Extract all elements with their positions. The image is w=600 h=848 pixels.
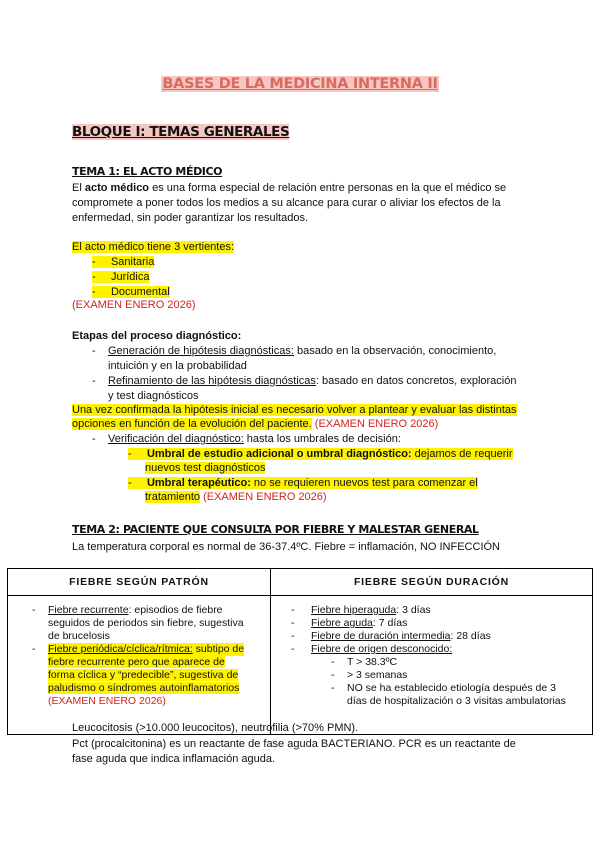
patron-recurrente-cont: de brucelosis bbox=[48, 630, 110, 642]
etapa-item-3: - Verificación del diagnóstico: hasta los umbrales de decisión: bbox=[92, 433, 401, 445]
vertiente-item: - Documental bbox=[92, 286, 170, 298]
fever-table bbox=[7, 568, 593, 735]
confirm-line-1: Una vez confirmada la hipótesis inicial es necesario volver a plantear y evaluar las distintas bbox=[72, 404, 517, 416]
vertiente-item: - Sanitaria bbox=[92, 256, 155, 268]
umbral-item-2: - Umbral terapéutico: no se requieren nuevos test para comenzar el bbox=[128, 477, 478, 489]
umbral-item-2-cont: tratamiento (EXAMEN ENERO 2026) bbox=[145, 491, 327, 503]
vertientes-intro: El acto médico tiene 3 vertientes: bbox=[72, 241, 235, 253]
duracion-intermedia: - Fiebre de duración intermedia: 28 días bbox=[291, 630, 491, 642]
tema2-heading: TEMA 2: PACIENTE QUE CONSULTA POR FIEBRE Y MALESTAR GENERAL bbox=[72, 523, 479, 536]
intro-line-2: compromete a poner todos los medios a su alcance para curar o aliviar los efectos de la bbox=[72, 197, 501, 209]
patron-cell bbox=[8, 596, 271, 735]
etapas-heading: Etapas del proceso diagnóstico: bbox=[72, 330, 242, 342]
duracion-origen: - Fiebre de origen desconocido: bbox=[291, 643, 453, 655]
patron-periodica-cont: fiebre recurrente pero que aparece de bbox=[48, 656, 225, 668]
exam-note: (EXAMEN ENERO 2026) bbox=[72, 299, 196, 311]
origen-item: - NO se ha establecido etiología después de 3 bbox=[331, 682, 556, 694]
tema1-heading: TEMA 1: EL ACTO MÉDICO bbox=[72, 165, 223, 178]
umbral-item-1-cont: nuevos test diagnósticos bbox=[145, 462, 266, 474]
etapa-item-2-cont: y test diagnósticos bbox=[108, 390, 199, 402]
duracion-hiperaguda: - Fiebre hiperaguda: 3 días bbox=[291, 604, 431, 616]
patron-periodica-cont: paludismo o síndromes autoinflamatorios bbox=[48, 682, 240, 694]
duracion-aguda: - Fiebre aguda: 7 días bbox=[291, 617, 408, 629]
document-title: BASES DE LA MEDICINA INTERNA II bbox=[162, 76, 438, 92]
confirm-line-2: opciones en función de la evolución del paciente. (EXAMEN ENERO 2026) bbox=[72, 418, 439, 430]
intro-line-3: enfermedad, sin poder garantizar los resultados. bbox=[72, 212, 309, 224]
etapa-item-1: - Generación de hipótesis diagnósticas: basado en la observación, conocimiento, bbox=[92, 345, 497, 357]
duracion-cell bbox=[271, 596, 593, 735]
pct-line-2: fase aguda que indica inflamación aguda. bbox=[72, 753, 276, 765]
table-header-duracion: FIEBRE SEGÚN DURACIÓN bbox=[271, 569, 593, 596]
vertiente-item: - Jurídica bbox=[92, 271, 150, 283]
exam-note: (EXAMEN ENERO 2026) bbox=[48, 695, 166, 707]
etapa-item-1-cont: intuición y en la probabilidad bbox=[108, 360, 247, 372]
patron-periodica: - Fiebre periódica/cíclica/rítmica: subtipo de bbox=[32, 643, 245, 655]
patron-periodica-cont: forma cíclica y “predecible”, sugestiva de bbox=[48, 669, 239, 681]
patron-recurrente-cont: seguidos de periodos sin fiebre, sugestiva bbox=[48, 617, 244, 629]
origen-item: - > 3 semanas bbox=[331, 669, 408, 681]
table-header-patron: FIEBRE SEGÚN PATRÓN bbox=[8, 569, 271, 596]
leucocitosis-line: Leucocitosis (>10.000 leucocitos), neutrofilia (>70% PMN). bbox=[72, 722, 359, 734]
pct-line-1: Pct (procalcitonina) es un reactante de fase aguda BACTERIANO. PCR es un reactante de bbox=[72, 738, 516, 750]
temperature-line: La temperatura corporal es normal de 36-37.4ºC. Fiebre = inflamación, NO INFECCIÓN bbox=[72, 541, 501, 553]
origen-item-cont: días de hospitalización o 3 visitas ambulatorias bbox=[347, 695, 566, 707]
umbral-item-1: - Umbral de estudio adicional o umbral diagnóstico: dejamos de requerir bbox=[128, 448, 513, 460]
intro-line-1: El acto médico es una forma especial de relación entre personas en la que el médico se bbox=[72, 182, 507, 194]
etapa-item-2: - Refinamiento de las hipótesis diagnósticas: basado en datos concretos, exploración bbox=[92, 375, 517, 387]
block-heading: BLOQUE I: TEMAS GENERALES bbox=[72, 124, 290, 140]
patron-recurrente: - Fiebre recurrente: episodios de fiebre bbox=[32, 604, 223, 616]
origen-item: - T > 38.3ºC bbox=[331, 656, 398, 668]
